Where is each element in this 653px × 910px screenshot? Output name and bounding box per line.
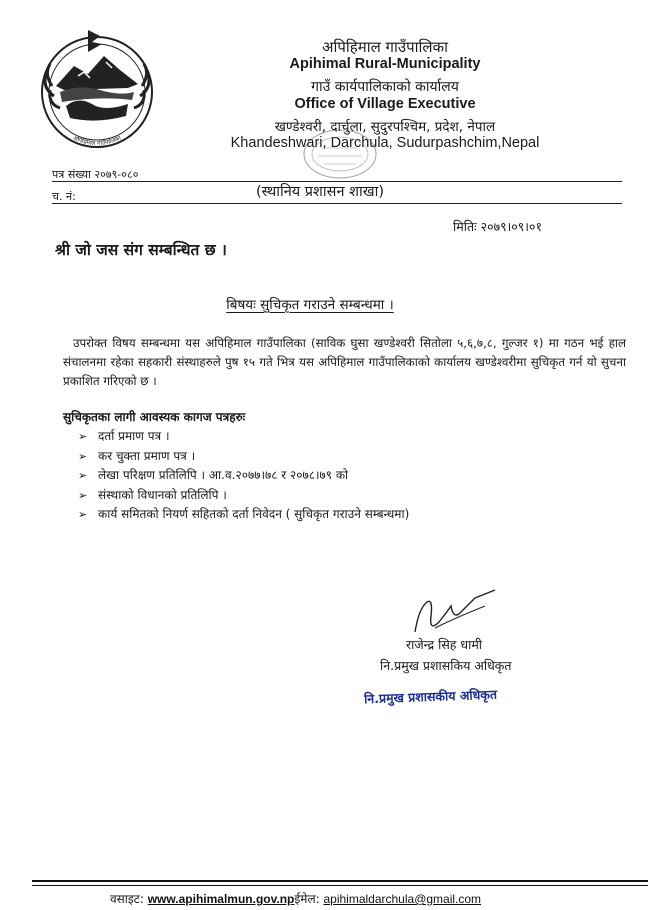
municipality-name-np: अपिहिमाल गाउँपालिका bbox=[322, 38, 448, 56]
arrow-bullet-icon: ➢ bbox=[78, 430, 88, 443]
designation-stamp: नि.प्रमुख प्रशासकीय अधिकृत bbox=[363, 686, 498, 707]
reference-number: पत्र संख्या २०७९-०८० bbox=[52, 168, 139, 181]
website-link[interactable]: www.apihimalmun.gov.np bbox=[147, 892, 295, 906]
list-item bbox=[78, 447, 409, 467]
list-item bbox=[78, 486, 409, 506]
document-item: दर्ता प्रमाण पत्र । bbox=[98, 429, 170, 443]
signer-title: नि.प्रमुख प्रशासकिय अधिकृत bbox=[380, 658, 512, 673]
arrow-bullet-icon: ➢ bbox=[78, 449, 88, 463]
signer-name: राजेन्द्र सिह धामी bbox=[406, 637, 483, 652]
list-item bbox=[78, 427, 409, 447]
footer bbox=[110, 890, 481, 907]
website-label: वसाइट: bbox=[110, 892, 144, 906]
address-en: Khandeshwari, Darchula, Sudurpashchim,Nepal bbox=[230, 135, 540, 151]
salutation: श्री जो जस संग सम्बन्धित छ । bbox=[55, 241, 227, 259]
document-item: कार्य समितको नियर्ण सहितको दर्ता निवेदन ( सुचिकृत गराउने सम्बन्धमा) bbox=[98, 507, 410, 521]
divider bbox=[52, 203, 622, 204]
arrow-bullet-icon: ➢ bbox=[78, 488, 88, 502]
office-stamp-icon bbox=[300, 126, 380, 182]
documents-title: सुचिकृतका लागी आवस्यक कागज पत्रहरुः bbox=[63, 410, 246, 424]
body-paragraph bbox=[63, 334, 626, 391]
body-text: उपरोक्त विषय सम्बन्धमा यस अपिहिमाल गाउँपालिका (साविक घुसा खण्डेश्वरी सितोला ५,६,७,८, गुल्जर १) मा गठन भई हाल संचालनमा रहेका सहकारी संस्थाहरुले पुष १५ गते भित्र यस अपिहिमाल गाउँपालिकाको कार्यालय खण्डेश्वरीमा सुचिकृत गर्न यो सुचना प्रकाशित गरिएको छ । bbox=[63, 336, 626, 388]
arrow-bullet-icon: ➢ bbox=[78, 508, 88, 521]
list-item bbox=[78, 505, 409, 525]
branch-name: (स्थानिय प्रशासन शाखा) bbox=[255, 184, 385, 200]
chalani-number: च. नं: bbox=[52, 190, 76, 203]
address-np: खण्डेश्वरी, दार्चुला, सुदुरपश्चिम, प्रदेश, नेपाल bbox=[274, 119, 496, 135]
document-item: संस्थाको विधानको प्रतिलिपि । bbox=[98, 487, 227, 502]
municipality-name-en: Apihimal Rural-Municipality bbox=[289, 56, 481, 72]
footer-divider bbox=[32, 880, 648, 882]
list-item bbox=[78, 466, 409, 486]
email-label: ईमेल: bbox=[294, 892, 320, 906]
subject-text: बिषयः सुचिकृत गराउने सम्बन्धमा । bbox=[226, 297, 394, 313]
documents-list bbox=[78, 427, 409, 525]
emblem-icon bbox=[30, 26, 164, 150]
office-name-en: Office of Village Executive bbox=[294, 96, 476, 112]
arrow-bullet-icon: ➢ bbox=[78, 469, 88, 482]
subject-line bbox=[100, 295, 520, 313]
document-item: लेखा परिक्षण प्रतिलिपि । आ.व.२०७७।७८ र २०७८।७९ को bbox=[98, 468, 349, 482]
emblem-label: अपिहिमाल गाउँपालिका bbox=[71, 134, 123, 148]
footer-divider bbox=[32, 885, 648, 886]
email-link[interactable]: apihimaldarchula@gmail.com bbox=[323, 892, 482, 906]
office-name-np: गाउँ कार्यपालिकाको कार्यालय bbox=[311, 79, 459, 95]
letter-date: मितिः २०७९।०९।०१ bbox=[453, 219, 543, 234]
document-item: कर चुक्ता प्रमाण पत्र । bbox=[98, 448, 196, 463]
